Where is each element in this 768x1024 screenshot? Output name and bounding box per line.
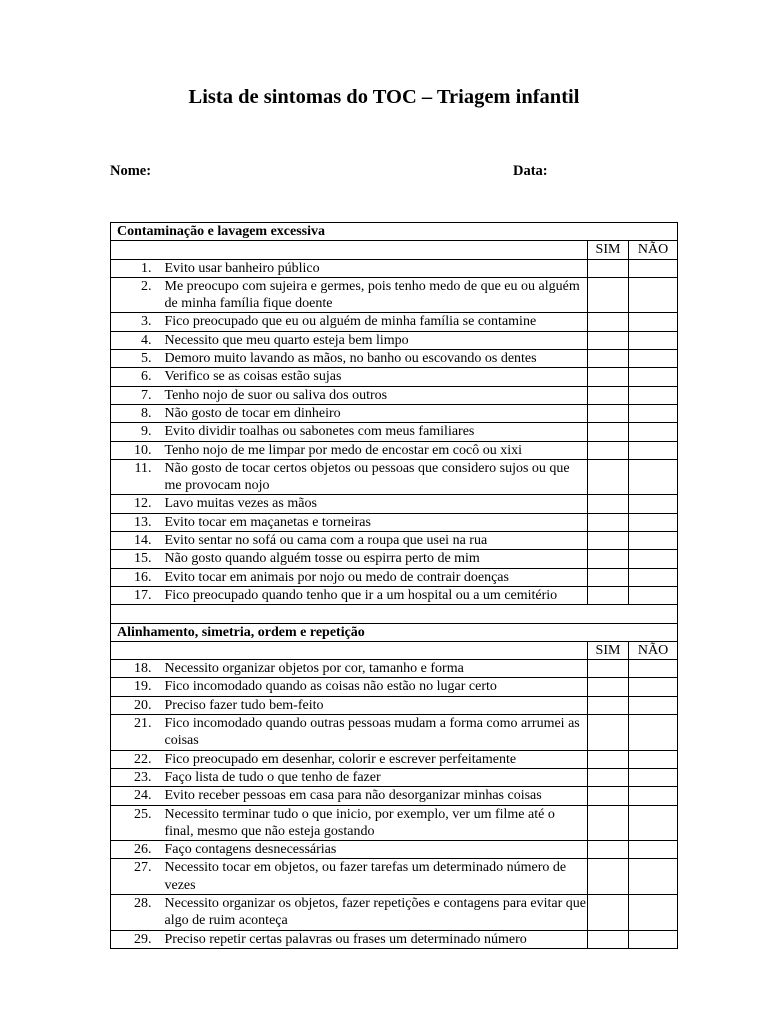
nao-answer-cell[interactable] [629,859,678,895]
nao-answer-cell[interactable] [629,750,678,768]
column-header-row [111,641,678,659]
sim-answer-cell[interactable] [588,768,629,786]
checklist-row [111,696,678,714]
nao-answer-cell[interactable] [629,568,678,586]
item-number: 6. [111,368,164,386]
item-text: Tenho nojo de suor ou saliva dos outros [164,386,588,404]
item-text: Necessito que meu quarto esteja bem limpo [164,331,588,349]
sim-answer-cell[interactable] [588,404,629,422]
nao-answer-cell[interactable] [629,660,678,678]
header-spacer-cell [111,641,588,659]
nao-column-header: NÃO [629,241,678,259]
item-text: Fico preocupado que eu ou alguém de minha família se contamine [164,313,588,331]
section-title: Alinhamento, simetria, ordem e repetição [111,623,678,641]
item-text: Evito dividir toalhas ou sabonetes com meus familiares [164,423,588,441]
nao-answer-cell[interactable] [629,495,678,513]
item-number: 26. [111,841,164,859]
sim-answer-cell[interactable] [588,277,629,313]
date-label: Data: [513,163,548,179]
item-text: Necessito terminar tudo o que inicio, por exemplo, ver um filme até o final, mesmo que não esteja gostando [164,805,588,841]
item-text: Fico preocupado em desenhar, colorir e escrever perfeitamente [164,750,588,768]
nao-column-header: NÃO [629,641,678,659]
item-number: 16. [111,568,164,586]
checklist-row [111,550,678,568]
sim-answer-cell[interactable] [588,841,629,859]
sim-answer-cell[interactable] [588,859,629,895]
checklist-row [111,805,678,841]
sim-answer-cell[interactable] [588,678,629,696]
item-number: 17. [111,586,164,604]
item-text: Faço contagens desnecessárias [164,841,588,859]
nao-answer-cell[interactable] [629,513,678,531]
item-number: 10. [111,441,164,459]
nao-answer-cell[interactable] [629,768,678,786]
item-number: 7. [111,386,164,404]
checklist-row [111,386,678,404]
item-number: 8. [111,404,164,422]
nao-answer-cell[interactable] [629,532,678,550]
checklist-row [111,495,678,513]
sim-answer-cell[interactable] [588,586,629,604]
item-number: 25. [111,805,164,841]
nao-answer-cell[interactable] [629,930,678,948]
nao-answer-cell[interactable] [629,715,678,751]
item-text: Evito tocar em maçanetas e torneiras [164,513,588,531]
checklist-row [111,459,678,495]
item-text: Tenho nojo de me limpar por medo de encostar em cocô ou xixi [164,441,588,459]
section-title: Contaminação e lavagem excessiva [111,223,678,241]
sim-answer-cell[interactable] [588,715,629,751]
sim-answer-cell[interactable] [588,660,629,678]
blank-separator-row [111,605,678,623]
checklist-row [111,404,678,422]
item-number: 20. [111,696,164,714]
checklist-row [111,787,678,805]
item-text: Verifico se as coisas estão sujas [164,368,588,386]
item-text: Necessito organizar objetos por cor, tamanho e forma [164,660,588,678]
nao-answer-cell[interactable] [629,459,678,495]
checklist-row [111,259,678,277]
checklist-row [111,331,678,349]
item-number: 2. [111,277,164,313]
item-number: 21. [111,715,164,751]
sim-answer-cell[interactable] [588,894,629,930]
item-text: Lavo muitas vezes as mãos [164,495,588,513]
item-text: Faço lista de tudo o que tenho de fazer [164,768,588,786]
nao-answer-cell[interactable] [629,678,678,696]
item-text: Preciso fazer tudo bem-feito [164,696,588,714]
nao-answer-cell[interactable] [629,259,678,277]
nao-answer-cell[interactable] [629,350,678,368]
sim-answer-cell[interactable] [588,350,629,368]
nao-answer-cell[interactable] [629,368,678,386]
item-number: 18. [111,660,164,678]
item-number: 22. [111,750,164,768]
item-text: Fico incomodado quando outras pessoas mudam a forma como arrumei as coisas [164,715,588,751]
name-label: Nome: [110,163,152,179]
checklist-row [111,368,678,386]
symptom-checklist-table [110,222,678,949]
item-text: Evito tocar em animais por nojo ou medo de contrair doenças [164,568,588,586]
checklist-row [111,678,678,696]
checklist-row [111,894,678,930]
item-text: Evito usar banheiro público [164,259,588,277]
checklist-row [111,441,678,459]
sim-answer-cell[interactable] [588,459,629,495]
item-text: Necessito organizar os objetos, fazer repetições e contagens para evitar que algo de ruim aconteça [164,895,586,929]
sim-answer-cell[interactable] [588,441,629,459]
item-number: 15. [111,550,164,568]
checklist-row [111,513,678,531]
sim-answer-cell[interactable] [588,805,629,841]
nao-answer-cell[interactable] [629,894,678,930]
nao-answer-cell[interactable] [629,423,678,441]
checklist-row [111,532,678,550]
sim-answer-cell[interactable] [588,787,629,805]
item-number: 27. [111,859,164,895]
checklist-row [111,930,678,948]
item-text: Evito sentar no sofá ou cama com a roupa que usei na rua [164,532,588,550]
item-number: 12. [111,495,164,513]
nao-answer-cell[interactable] [629,787,678,805]
sim-column-header: SIM [588,241,629,259]
sim-answer-cell[interactable] [588,513,629,531]
item-number: 13. [111,513,164,531]
nao-answer-cell[interactable] [629,313,678,331]
sim-answer-cell[interactable] [588,750,629,768]
checklist-row [111,841,678,859]
checklist-row [111,715,678,751]
item-number: 23. [111,768,164,786]
sim-answer-cell[interactable] [588,550,629,568]
item-number: 5. [111,350,164,368]
checklist-row [111,568,678,586]
item-text: Fico incomodado quando as coisas não estão no lugar certo [164,678,588,696]
item-text: Não gosto de tocar em dinheiro [164,404,588,422]
item-number: 9. [111,423,164,441]
sim-answer-cell[interactable] [588,568,629,586]
blank-cell [111,605,678,623]
checklist-row [111,423,678,441]
nao-answer-cell[interactable] [629,805,678,841]
nao-answer-cell[interactable] [629,277,678,313]
item-number: 24. [111,787,164,805]
sim-answer-cell[interactable] [588,696,629,714]
item-text: Não gosto quando alguém tosse ou espirra perto de mim [164,550,588,568]
nao-answer-cell[interactable] [629,586,678,604]
item-text: Me preocupo com sujeira e germes, pois tenho medo de que eu ou alguém de minha família fique doente [164,277,588,313]
item-number: 19. [111,678,164,696]
checklist-row [111,768,678,786]
item-number: 11. [111,459,164,495]
checklist-row [111,313,678,331]
checklist-row [111,859,678,895]
checklist-row [111,277,678,313]
item-number: 3. [111,313,164,331]
sim-answer-cell[interactable] [588,495,629,513]
item-number: 29. [111,930,164,948]
nao-answer-cell[interactable] [629,331,678,349]
item-text: Preciso repetir certas palavras ou frases um determinado número [164,930,588,948]
item-number: 28. [111,894,164,930]
nao-answer-cell[interactable] [629,696,678,714]
section-header-row [111,223,678,241]
sim-answer-cell[interactable] [588,423,629,441]
item-text: Evito receber pessoas em casa para não desorganizar minhas coisas [164,787,588,805]
nao-answer-cell[interactable] [629,841,678,859]
checklist-row [111,350,678,368]
nao-answer-cell[interactable] [629,550,678,568]
item-text: Demoro muito lavando as mãos, no banho ou escovando os dentes [164,350,588,368]
page-title: Lista de sintomas do TOC – Triagem infantil [188,86,580,108]
nao-answer-cell[interactable] [629,441,678,459]
item-text: Fico preocupado quando tenho que ir a um hospital ou a um cemitério [164,586,588,604]
checklist-row [111,586,678,604]
item-number: 4. [111,331,164,349]
nao-answer-cell[interactable] [629,386,678,404]
sim-answer-cell[interactable] [588,386,629,404]
sim-answer-cell[interactable] [588,313,629,331]
nao-answer-cell[interactable] [629,404,678,422]
sim-answer-cell[interactable] [588,532,629,550]
column-header-row [111,241,678,259]
sim-answer-cell[interactable] [588,331,629,349]
checklist-row [111,660,678,678]
item-number: 14. [111,532,164,550]
header-spacer-cell [111,241,588,259]
item-text: Não gosto de tocar certos objetos ou pessoas que considero sujos ou que me provocam nojo [164,459,588,495]
sim-answer-cell[interactable] [588,930,629,948]
sim-answer-cell[interactable] [588,368,629,386]
sim-column-header: SIM [588,641,629,659]
item-number: 1. [111,259,164,277]
section-header-row [111,623,678,641]
item-text: Necessito tocar em objetos, ou fazer tarefas um determinado número de vezes [164,859,588,895]
sim-answer-cell[interactable] [588,259,629,277]
checklist-row [111,750,678,768]
